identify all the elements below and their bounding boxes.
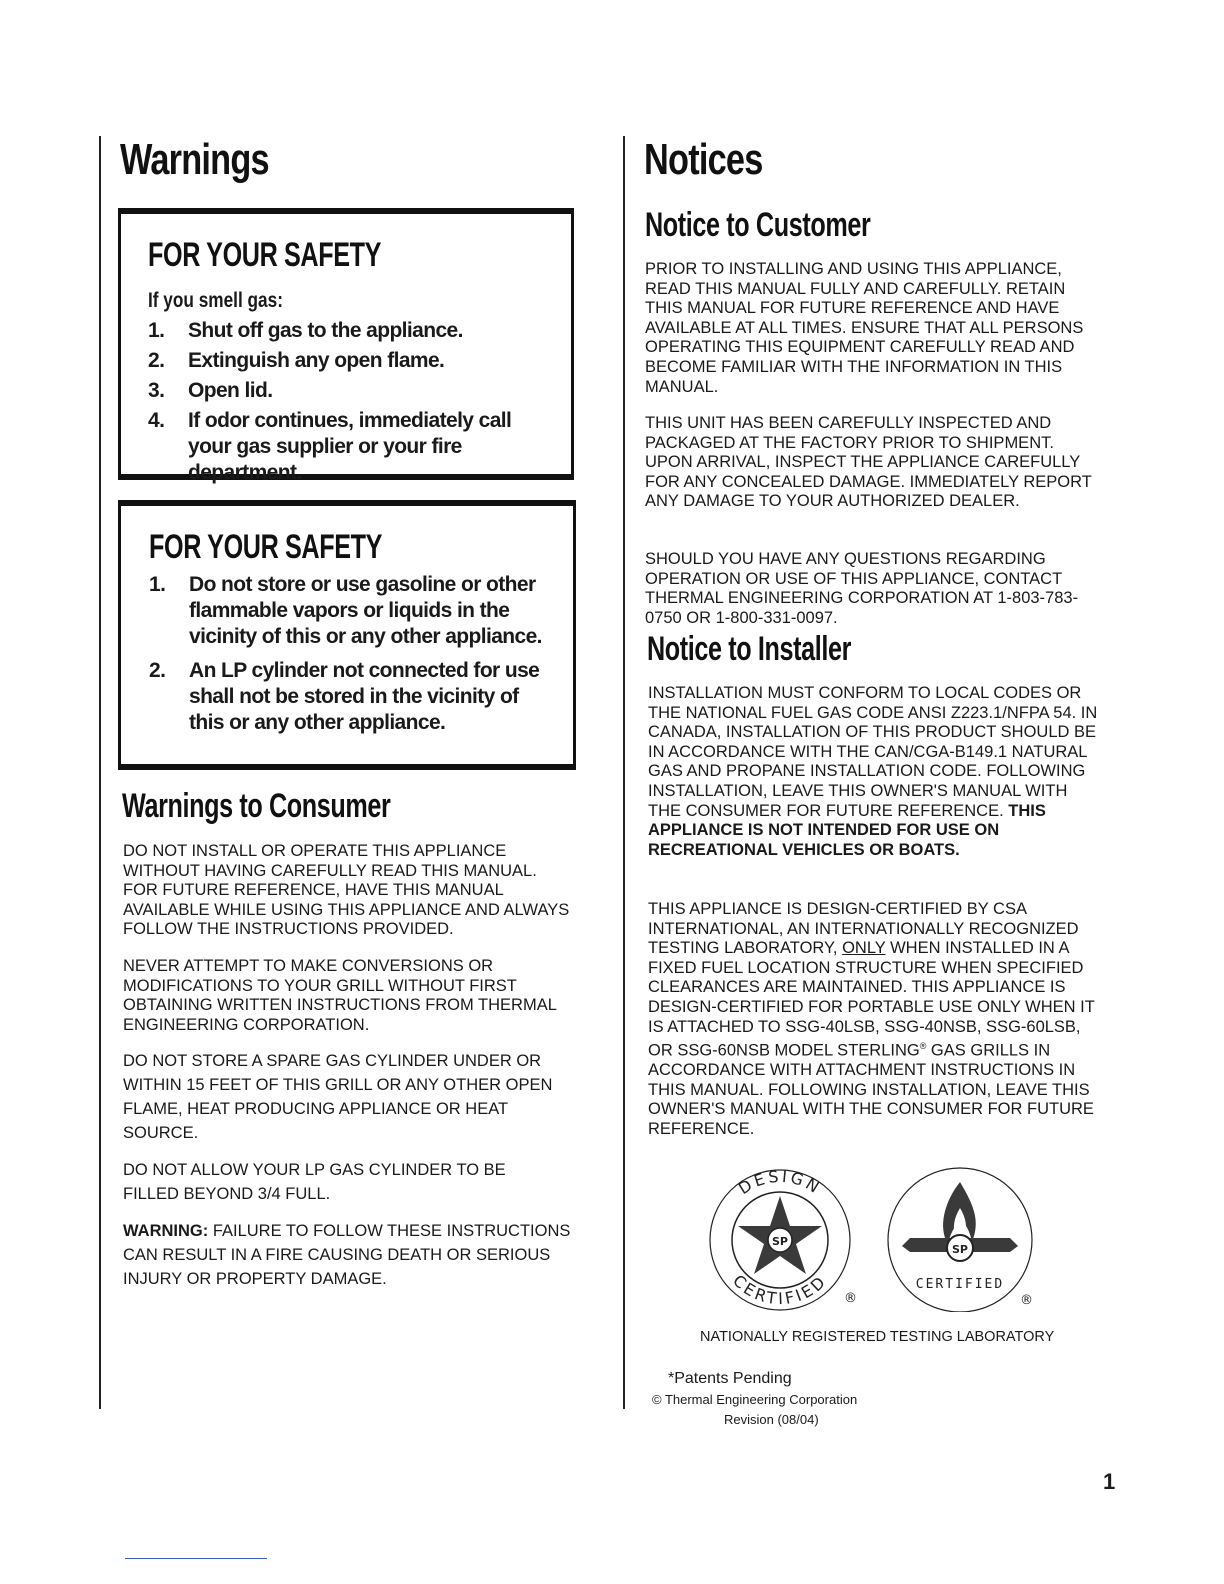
safety-steps-list xyxy=(148,318,538,490)
consumer-warning-paragraph: WARNING: FAILURE TO FOLLOW THESE INSTRUCTIONS CAN RESULT IN A FIRE CAUSING DEATH OR SERIOUS INJURY OR PROPERTY DAMAGE. xyxy=(123,1222,571,1288)
svg-text:®: ® xyxy=(1020,1293,1033,1308)
right-column-rule xyxy=(623,136,625,1409)
safety-storage-list xyxy=(149,572,549,740)
copyright-line: © Thermal Engineering Corporation xyxy=(652,1392,858,1407)
svg-text:DESIGN: DESIGN xyxy=(734,1166,826,1199)
patents-pending: *Patents Pending xyxy=(668,1370,792,1387)
notice-to-customer-heading: Notice to Customer xyxy=(645,206,871,244)
list-item: 4. If odor continues, immediately call your gas supplier or your fire department. xyxy=(148,409,512,484)
notice-to-installer-heading: Notice to Installer xyxy=(647,630,852,668)
list-item: 3. Open lid. xyxy=(148,379,273,402)
testing-laboratory-caption: NATIONALLY REGISTERED TESTING LABORATORY xyxy=(700,1329,1055,1345)
design-certified-logo xyxy=(700,1162,860,1312)
revision-line: Revision (08/04) xyxy=(724,1412,819,1427)
safety-box-intro: If you smell gas: xyxy=(148,289,283,312)
svg-text:CERTIFIED: CERTIFIED xyxy=(915,1277,1005,1292)
list-item: 2. Extinguish any open flame. xyxy=(148,349,445,372)
list-item: 1. Do not store or use gasoline or other flammable vapors or liquids in the vicinity of this or any other appliance. xyxy=(149,573,542,648)
consumer-paragraph-4: DO NOT ALLOW YOUR LP GAS CYLINDER TO BE FILLED BEYOND 3/4 FULL. xyxy=(123,1161,506,1203)
installer-paragraph-2: THIS APPLIANCE IS DESIGN-CERTIFIED BY CSA INTERNATIONAL, AN INTERNATIONALLY RECOGNIZED TESTING LABORATORY, ONLY WHEN INSTALLED IN A FIXED FUEL LOCATION STRUCTURE WHEN SPECIFIED CLEARANCES ARE MAINTAINED. THIS APPLIANCE IS DESIGN-CERTIFIED FOR PORTABLE USE ONLY WHEN IT IS ATTACHED TO SSG-40LSB, SSG-40NSB, SSG-60LSB, OR SSG-60NSB MODEL STERLING® GAS GRILLS IN ACCORDANCE WITH ATTACHMENT INSTRUCTIONS IN THIS MANUAL. FOLLOWING INSTALLATION, LEAVE THIS OWNER'S MANUAL WITH THE CONSUMER FOR FUTURE REFERENCE. xyxy=(648,900,1095,1139)
safety-box-gas-smell xyxy=(118,208,574,484)
list-item: 1. Shut off gas to the appliance. xyxy=(148,319,463,342)
svg-text:®: ® xyxy=(844,1291,857,1306)
customer-paragraph-2: THIS UNIT HAS BEEN CAREFULLY INSPECTED AND PACKAGED AT THE FACTORY PRIOR TO SHIPMENT. UPON ARRIVAL, INSPECT THE APPLIANCE CAREFULLY FOR ANY CONCEALED DAMAGE. IMMEDIATELY REPORT ANY DAMAGE TO YOUR AUTHORIZED DEALER. xyxy=(645,414,1092,511)
notices-heading: Notices xyxy=(644,135,763,184)
consumer-paragraph-3: DO NOT STORE A SPARE GAS CYLINDER UNDER OR WITHIN 15 FEET OF THIS GRILL OR ANY OTHER OPEN FLAME, HEAT PRODUCING APPLIANCE OR HEAT SOURCE. xyxy=(123,1052,553,1142)
svg-text:SP: SP xyxy=(952,1243,968,1256)
csa-certified-logo xyxy=(880,1162,1040,1312)
bottom-rule xyxy=(125,1558,267,1559)
customer-paragraph-3: SHOULD YOU HAVE ANY QUESTIONS REGARDING OPERATION OR USE OF THIS APPLIANCE, CONTACT THERMAL ENGINEERING CORPORATION AT 1-803-783-0750 OR 1-800-331-0097. xyxy=(645,550,1079,627)
safety-box-title: FOR YOUR SAFETY xyxy=(148,236,382,274)
svg-text:CERTIFIED: CERTIFIED xyxy=(729,1270,831,1309)
left-column-rule xyxy=(99,136,101,1409)
safety-box-storage xyxy=(118,500,576,770)
installer-paragraph-1: INSTALLATION MUST CONFORM TO LOCAL CODES OR THE NATIONAL FUEL GAS CODE ANSI Z223.1/NFPA 54. IN CANADA, INSTALLATION OF THIS PRODUCT SHOULD BE IN ACCORDANCE WITH THE CAN/CGA-B149.1 NATURAL GAS AND PROPANE INSTALLATION CODE. FOLLOWING INSTALLATION, LEAVE THIS OWNER'S MANUAL WITH THE CONSUMER FOR FUTURE REFERENCE. THIS APPLIANCE IS NOT INTENDED FOR USE ON RECREATIONAL VEHICLES OR BOATS. xyxy=(648,684,1098,859)
svg-text:SP: SP xyxy=(772,1235,788,1248)
safety-box-title: FOR YOUR SAFETY xyxy=(149,528,383,566)
consumer-paragraph-2: NEVER ATTEMPT TO MAKE CONVERSIONS OR MODIFICATIONS TO YOUR GRILL WITHOUT FIRST OBTAINING WRITTEN INSTRUCTIONS FROM THERMAL ENGINEERING CORPORATION. xyxy=(123,957,557,1034)
warnings-to-consumer-heading: Warnings to Consumer xyxy=(122,787,391,825)
consumer-paragraph-1: DO NOT INSTALL OR OPERATE THIS APPLIANCE WITHOUT HAVING CAREFULLY READ THIS MANUAL. FOR FUTURE REFERENCE, HAVE THIS MANUAL AVAILABLE WHILE USING THIS APPLIANCE AND ALWAYS FOLLOW THE INSTRUCTIONS PROVIDED. xyxy=(123,842,570,939)
page-number: 1 xyxy=(1103,1469,1116,1494)
list-item: 2. An LP cylinder not connected for use shall not be stored in the vicinity of this or any other appliance. xyxy=(149,659,540,734)
customer-paragraph-1: PRIOR TO INSTALLING AND USING THIS APPLIANCE, READ THIS MANUAL FULLY AND CAREFULLY. RETAIN THIS MANUAL FOR FUTURE REFERENCE AND HAVE AVAILABLE AT ALL TIMES. ENSURE THAT ALL PERSONS OPERATING THIS EQUIPMENT CAREFULLY READ AND BECOME FAMILIAR WITH THE INFORMATION IN THIS MANUAL. xyxy=(645,260,1084,396)
warnings-heading: Warnings xyxy=(120,135,269,184)
